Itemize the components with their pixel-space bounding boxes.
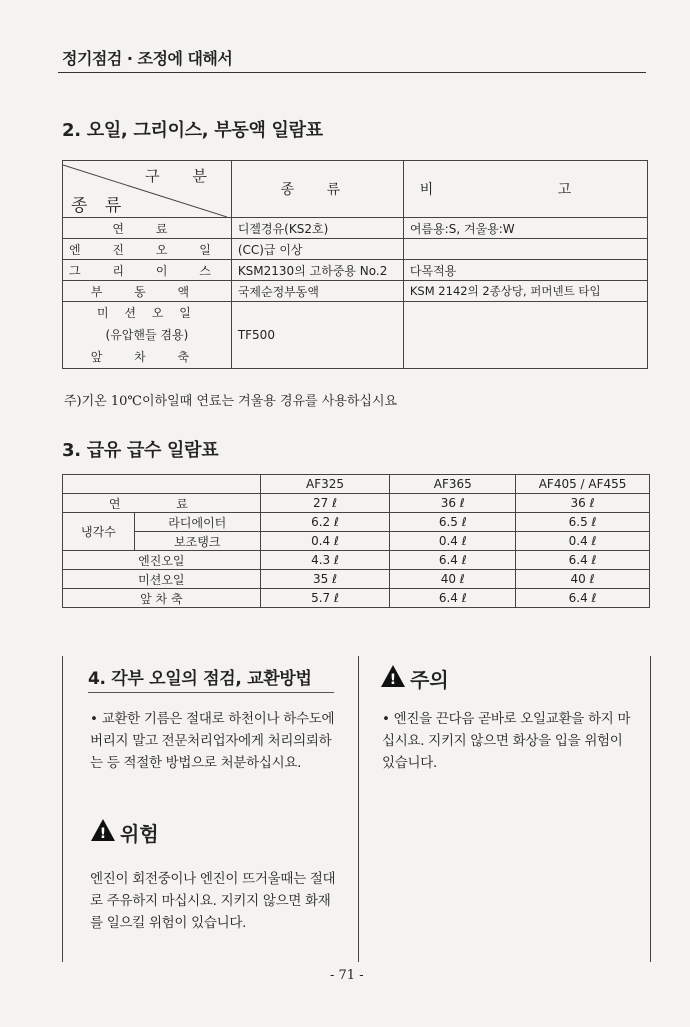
row-note: 여름용:S, 겨울용:W — [403, 218, 647, 239]
page-number: - 71 - — [330, 968, 364, 983]
table-row — [63, 570, 650, 589]
row-value: 35 ℓ — [260, 570, 390, 589]
left-column-rule — [62, 656, 63, 962]
warning-triangle-icon — [90, 818, 116, 847]
table-header-row — [63, 161, 648, 218]
row-label-line2: (유압핸들 겸용) — [105, 328, 189, 342]
row-value: 0.4 ℓ — [516, 532, 650, 551]
center-column-rule — [358, 656, 359, 962]
row-value: 27 ℓ — [260, 494, 390, 513]
row-note — [403, 239, 647, 260]
row-value: 40 ℓ — [390, 570, 516, 589]
row-value: 6.2 ℓ — [260, 513, 390, 532]
row-value: 4.3 ℓ — [260, 551, 390, 570]
row-value: 6.4 ℓ — [390, 551, 516, 570]
row-type: (CC)급 이상 — [231, 239, 403, 260]
corner-header-top: 구 분 — [145, 167, 221, 185]
svg-text:!: ! — [389, 672, 397, 688]
corner-header-cell — [63, 161, 232, 218]
row-note: KSM 2142의 2종상당, 퍼머넨트 타입 — [403, 281, 647, 302]
danger-text: 엔진이 회전중이나 엔진이 뜨거울때는 절대로 주유하지 마십시요. 지키지 않으면 화재를 일으킬 위험이 있습니다. — [90, 871, 336, 931]
table-row — [63, 281, 648, 302]
table-row — [63, 551, 650, 570]
row-type: 디젤경유(KS2호) — [231, 218, 403, 239]
row-note — [403, 302, 647, 369]
model-header: AF405 / AF455 — [516, 475, 650, 494]
table-row — [63, 302, 648, 369]
model-header: AF325 — [260, 475, 390, 494]
row-label: 라디에이터 — [134, 513, 260, 532]
row-type: TF500 — [231, 302, 403, 369]
table-row — [63, 589, 650, 608]
row-label: 부 동 액 — [63, 281, 232, 302]
caution-text: • 엔진을 끈다음 곧바로 오일교환을 하지 마십시요. 지키지 않으면 화상을 입을 위험이 있습니다. — [382, 711, 631, 771]
svg-text:!: ! — [99, 826, 107, 842]
row-label: 연 료 — [63, 494, 261, 513]
oil-grease-table — [62, 160, 648, 369]
right-column-rule — [650, 656, 651, 962]
table-row — [63, 513, 650, 532]
table-header-row — [63, 475, 650, 494]
row-value: 6.4 ℓ — [390, 589, 516, 608]
group-label: 냉각수 — [63, 513, 135, 551]
row-label-line3: 앞 차 축 — [90, 350, 204, 364]
row-type: KSM2130의 고하중용 No.2 — [231, 260, 403, 281]
row-label-line1: 미 션 오 일 — [97, 306, 197, 320]
table-row — [63, 218, 648, 239]
table-row — [63, 532, 650, 551]
warning-triangle-icon — [380, 664, 406, 693]
header-rule — [58, 72, 646, 73]
row-label: 연 료 — [63, 218, 232, 239]
corner-header-bottom: 종 류 — [71, 196, 128, 216]
danger-heading — [90, 818, 159, 847]
row-value: 0.4 ℓ — [390, 532, 516, 551]
row-value: 6.4 ℓ — [516, 589, 650, 608]
row-label: 앞 차 축 — [63, 589, 261, 608]
refill-table — [62, 474, 650, 608]
danger-title: 위험 — [120, 822, 159, 846]
section3-title: 3. 급유 급수 일람표 — [62, 440, 219, 461]
row-value: 0.4 ℓ — [260, 532, 390, 551]
table-row — [63, 239, 648, 260]
row-value: 6.4 ℓ — [516, 551, 650, 570]
row-label: 그 리 이 스 — [63, 260, 232, 281]
row-label: 엔 진 오 일 — [63, 239, 232, 260]
row-value: 5.7 ℓ — [260, 589, 390, 608]
row-value: 6.5 ℓ — [516, 513, 650, 532]
row-note: 다목적용 — [403, 260, 647, 281]
header-blank — [63, 475, 261, 494]
type-column-header: 종 류 — [231, 161, 403, 218]
table-row — [63, 260, 648, 281]
row-value: 36 ℓ — [390, 494, 516, 513]
model-header: AF365 — [390, 475, 516, 494]
caution-heading — [380, 664, 449, 693]
section4-title-rule — [88, 692, 334, 693]
disposal-instruction: • 교환한 기름은 절대로 하천이나 하수도에 버리지 말고 전문처리업자에게 처리의뢰하는 등 적절한 방법으로 처분하십시요. — [90, 711, 335, 771]
table-row — [63, 494, 650, 513]
row-label: 엔진오일 — [63, 551, 261, 570]
page-header-title: 정기점검 · 조정에 대해서 — [62, 49, 233, 68]
caution-title: 주의 — [410, 668, 449, 692]
note-column-header: 비 고 — [403, 161, 647, 218]
section4-title: 4. 각부 오일의 점검, 교환방법 — [88, 669, 312, 689]
row-value: 36 ℓ — [516, 494, 650, 513]
section2-title: 2. 오일, 그리이스, 부동액 일람표 — [62, 120, 323, 141]
row-type: 국제순정부동액 — [231, 281, 403, 302]
row-label-multiline — [63, 302, 232, 369]
row-value: 6.5 ℓ — [390, 513, 516, 532]
row-label: 미션오일 — [63, 570, 261, 589]
temperature-note: 주)기온 10℃이하일때 연료는 겨울용 경유를 사용하십시요 — [64, 394, 398, 409]
row-label: 보조탱크 — [134, 532, 260, 551]
row-value: 40 ℓ — [516, 570, 650, 589]
